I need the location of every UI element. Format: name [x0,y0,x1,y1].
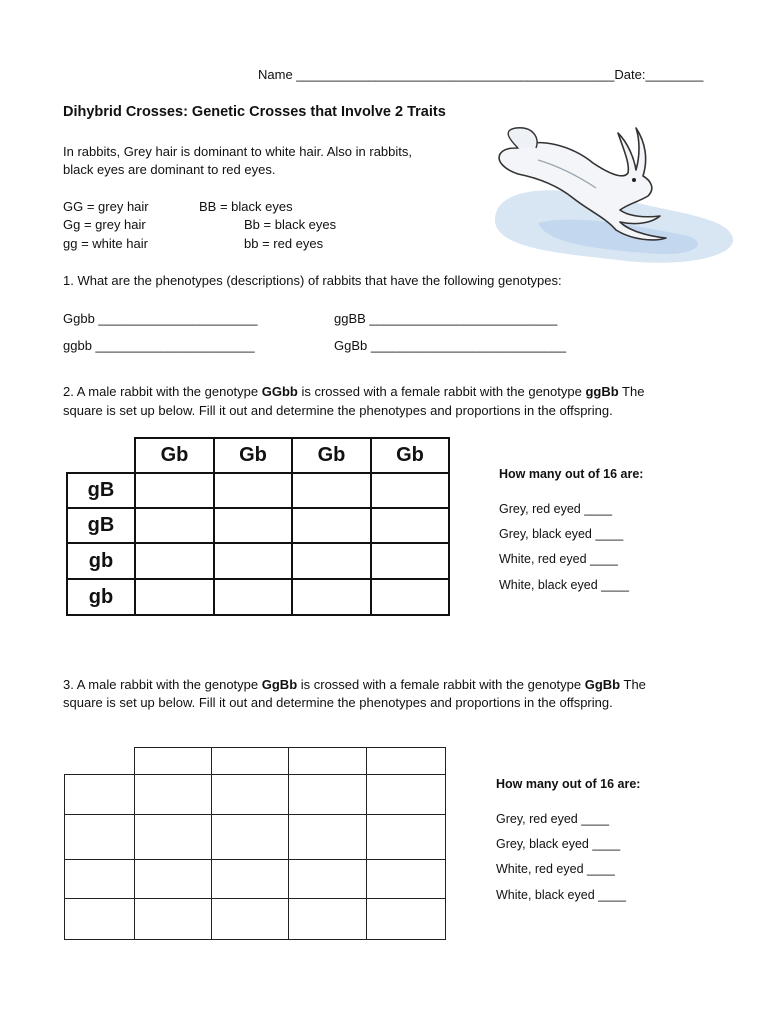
q1-answer-ggbb-homo[interactable]: ggBB __________________________ [334,311,558,326]
punnett-cell[interactable] [288,860,366,899]
punnett-cell[interactable] [211,775,288,815]
punnett-cell[interactable] [366,815,445,860]
punnett-cell[interactable] [214,579,292,615]
q3-punnett-square [64,747,446,940]
q2-male-genotype: GGbb [261,384,298,399]
q2-count-white-black[interactable]: White, black eyed ____ [499,578,629,592]
punnett-cell[interactable] [214,473,292,508]
punnett-cell[interactable] [214,508,292,543]
punnett-side-gamete: gB [67,508,135,543]
punnett-cell[interactable] [366,860,445,899]
punnett-top-gamete[interactable] [288,748,366,775]
punnett-top-gamete: Gb [135,438,214,473]
punnett-top-gamete[interactable] [134,748,211,775]
q3-female-genotype: GgBb [584,677,621,692]
punnett-cell[interactable] [288,815,366,860]
punnett-cell[interactable] [211,860,288,899]
punnett-cell[interactable] [214,543,292,579]
q3-count-white-black[interactable]: White, black eyed ____ [496,888,626,902]
punnett-side-gamete[interactable] [65,899,135,940]
punnett-cell[interactable] [371,508,449,543]
punnett-cell[interactable] [135,543,214,579]
punnett-cell[interactable] [366,775,445,815]
q1-prompt: 1. What are the phenotypes (descriptions) of rabbits that have the following genotypes: [63,273,562,288]
punnett-corner [65,748,135,775]
punnett-cell[interactable] [366,899,445,940]
key-hair-gg-upper: GG = grey hair [63,199,149,214]
punnett-cell[interactable] [135,508,214,543]
q2-prompt-line-1: 2. A male rabbit with the genotype GGbb is crossed with a female rabbit with the genotype ggBb The [63,384,645,399]
rabbit-illustration [478,118,740,270]
q2-count-white-red[interactable]: White, red eyed ____ [499,552,618,566]
intro-line-2: black eyes are dominant to red eyes. [63,162,276,177]
q1-answer-ggbb-het[interactable]: Ggbb ______________________ [63,311,258,326]
punnett-cell[interactable] [135,579,214,615]
punnett-side-gamete[interactable] [65,775,135,815]
q1-answer-ggbb-double-het[interactable]: GgBb ___________________________ [334,338,567,353]
name-date-line[interactable]: Name ____________________________________________Date:________ [258,67,704,82]
q1-answer-ggbb-recessive[interactable]: ggbb ______________________ [63,338,255,353]
punnett-cell[interactable] [134,775,211,815]
key-eyes-bb-lower: bb = red eyes [244,236,324,251]
punnett-cell[interactable] [211,815,288,860]
q2-count-grey-red[interactable]: Grey, red eyed ____ [499,502,613,516]
punnett-top-gamete[interactable] [366,748,445,775]
punnett-cell[interactable] [292,543,371,579]
q3-prompt-line-2: square is set up below. Fill it out and determine the phenotypes and proportions in the offspring. [63,695,613,710]
punnett-cell[interactable] [292,473,371,508]
punnett-top-gamete: Gb [214,438,292,473]
punnett-top-gamete: Gb [292,438,371,473]
q2-count-grey-black[interactable]: Grey, black eyed ____ [499,527,624,541]
q3-count-white-red[interactable]: White, red eyed ____ [496,862,615,876]
punnett-cell[interactable] [292,579,371,615]
punnett-cell[interactable] [135,473,214,508]
q3-count-grey-black[interactable]: Grey, black eyed ____ [496,837,621,851]
q2-count-title: How many out of 16 are: [499,467,644,481]
intro-line-1: In rabbits, Grey hair is dominant to white hair. Also in rabbits, [63,144,413,159]
q3-prompt-line-1: 3. A male rabbit with the genotype GgBb is crossed with a female rabbit with the genotype GgBb The [63,677,646,692]
rabbit-eye [632,178,636,182]
punnett-corner [67,438,135,473]
punnett-side-gamete[interactable] [65,815,135,860]
punnett-side-gamete[interactable] [65,860,135,899]
key-hair-gg-het: Gg = grey hair [63,217,146,232]
punnett-side-gamete: gb [67,543,135,579]
key-eyes-bb-het: Bb = black eyes [244,217,337,232]
punnett-cell[interactable] [371,473,449,508]
punnett-cell[interactable] [134,899,211,940]
punnett-cell[interactable] [288,899,366,940]
punnett-cell[interactable] [134,815,211,860]
punnett-cell[interactable] [371,579,449,615]
q2-prompt-line-2: square is set up below. Fill it out and determine the phenotypes and proportions in the offspring. [63,403,613,418]
q2-female-genotype: ggBb [585,384,619,399]
punnett-cell[interactable] [371,543,449,579]
punnett-cell[interactable] [288,775,366,815]
punnett-side-gamete: gb [67,579,135,615]
rabbit-hind-leg [508,128,537,148]
punnett-cell[interactable] [211,899,288,940]
q2-punnett-square [66,437,450,616]
q3-count-grey-red[interactable]: Grey, red eyed ____ [496,812,610,826]
q3-count-title: How many out of 16 are: [496,777,641,791]
punnett-top-gamete[interactable] [211,748,288,775]
punnett-cell[interactable] [134,860,211,899]
page-title: Dihybrid Crosses: Genetic Crosses that Involve 2 Traits [63,104,446,120]
key-eyes-bb-upper: BB = black eyes [199,199,293,214]
punnett-cell[interactable] [292,508,371,543]
punnett-side-gamete: gB [67,473,135,508]
punnett-top-gamete: Gb [371,438,449,473]
key-hair-gg-lower: gg = white hair [63,236,148,251]
q3-male-genotype: GgBb [261,677,298,692]
